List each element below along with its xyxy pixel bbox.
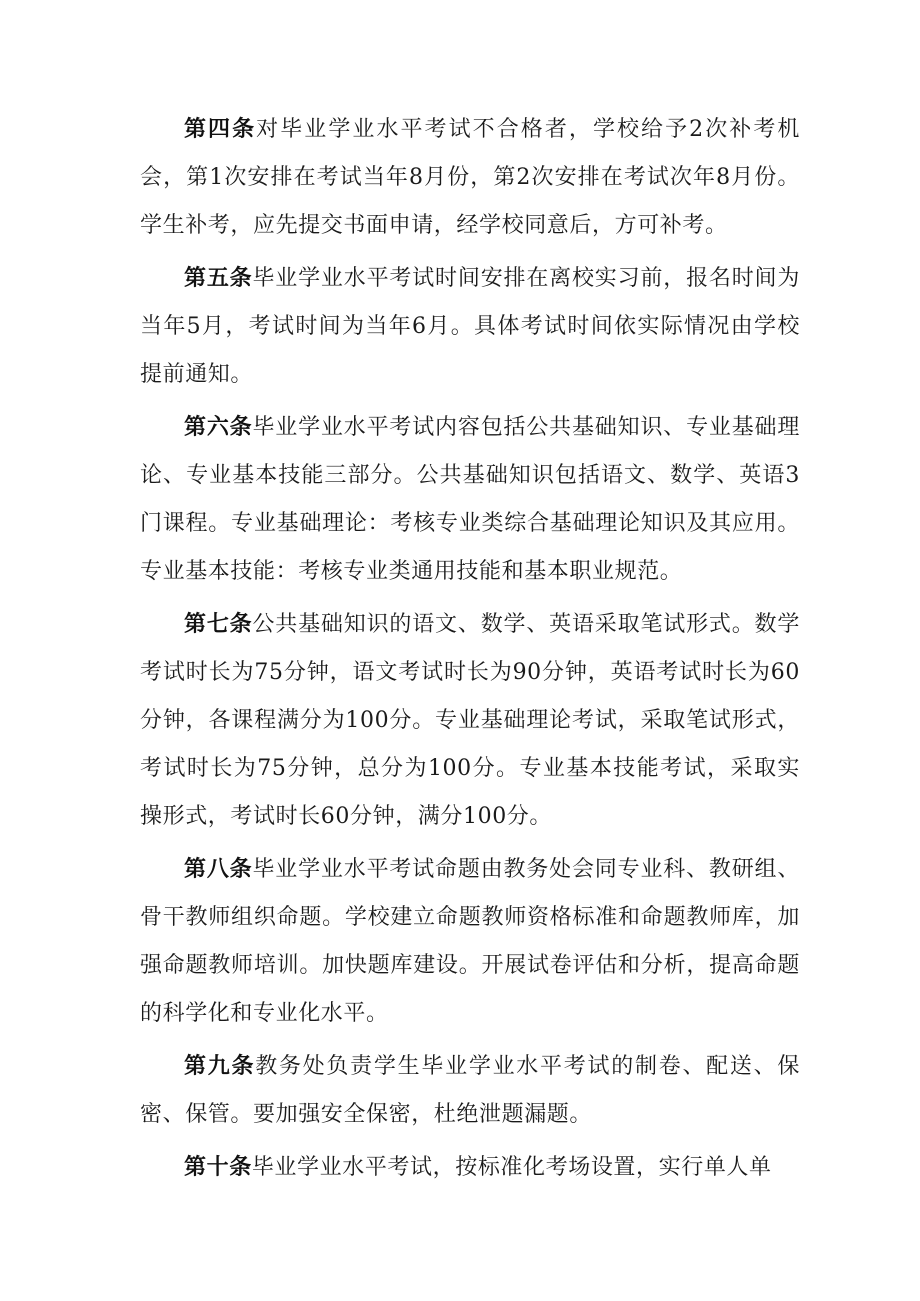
article-text: 毕业学业水平考试命题由教务处会同专业科、教研组、骨干教师组织命题。学校建立命题教师资格标准和命题教师库，加强命题教师培训。加快题库建设。开展试卷评估和分析，提高命题的科学化和专业化水平。 — [140, 857, 800, 1026]
article-title: 第五条 — [184, 266, 253, 291]
article-8 — [140, 846, 800, 1038]
article-title: 第九条 — [184, 1054, 256, 1079]
document-body — [140, 106, 800, 1197]
article-title: 第七条 — [184, 612, 253, 637]
article-title: 第四条 — [184, 117, 257, 142]
article-text: 毕业学业水平考试时间安排在离校实习前，报名时间为当年5月，考试时间为当年6月。具体考试时间依实际情况由学校提前通知。 — [140, 266, 800, 387]
article-text: 毕业学业水平考试，按标准化考场设置，实行单人单 — [251, 1155, 772, 1180]
article-title: 第八条 — [184, 857, 253, 882]
article-text: 毕业学业水平考试内容包括公共基础知识、专业基础理论、专业基本技能三部分。公共基础知识包括语文、数学、英语3门课程。专业基础理论：考核专业类综合基础理论知识及其应用。专业基本技能：考核专业类通用技能和基本职业规范。 — [140, 415, 800, 584]
article-5 — [140, 255, 800, 399]
article-4 — [140, 106, 800, 250]
article-7 — [140, 601, 800, 841]
article-10 — [140, 1144, 800, 1192]
article-text: 教务处负责学生毕业学业水平考试的制卷、配送、保密、保管。要加强安全保密，杜绝泄题漏题。 — [140, 1054, 800, 1127]
article-text: 公共基础知识的语文、数学、英语采取笔试形式。数学考试时长为75分钟，语文考试时长为90分钟，英语考试时长为60分钟，各课程满分为100分。专业基础理论考试，采取笔试形式，考试时长为75分钟，总分为100分。专业基本技能考试，采取实操形式，考试时长60分钟，满分100分。 — [140, 612, 800, 829]
article-6 — [140, 404, 800, 596]
article-title: 第六条 — [184, 415, 253, 440]
article-text: 对毕业学业水平考试不合格者，学校给予2次补考机会，第1次安排在考试当年8月份，第2次安排在考试次年8月份。学生补考，应先提交书面申请，经学校同意后，方可补考。 — [140, 117, 800, 238]
article-title: 第十条 — [184, 1155, 252, 1180]
article-9 — [140, 1043, 800, 1139]
